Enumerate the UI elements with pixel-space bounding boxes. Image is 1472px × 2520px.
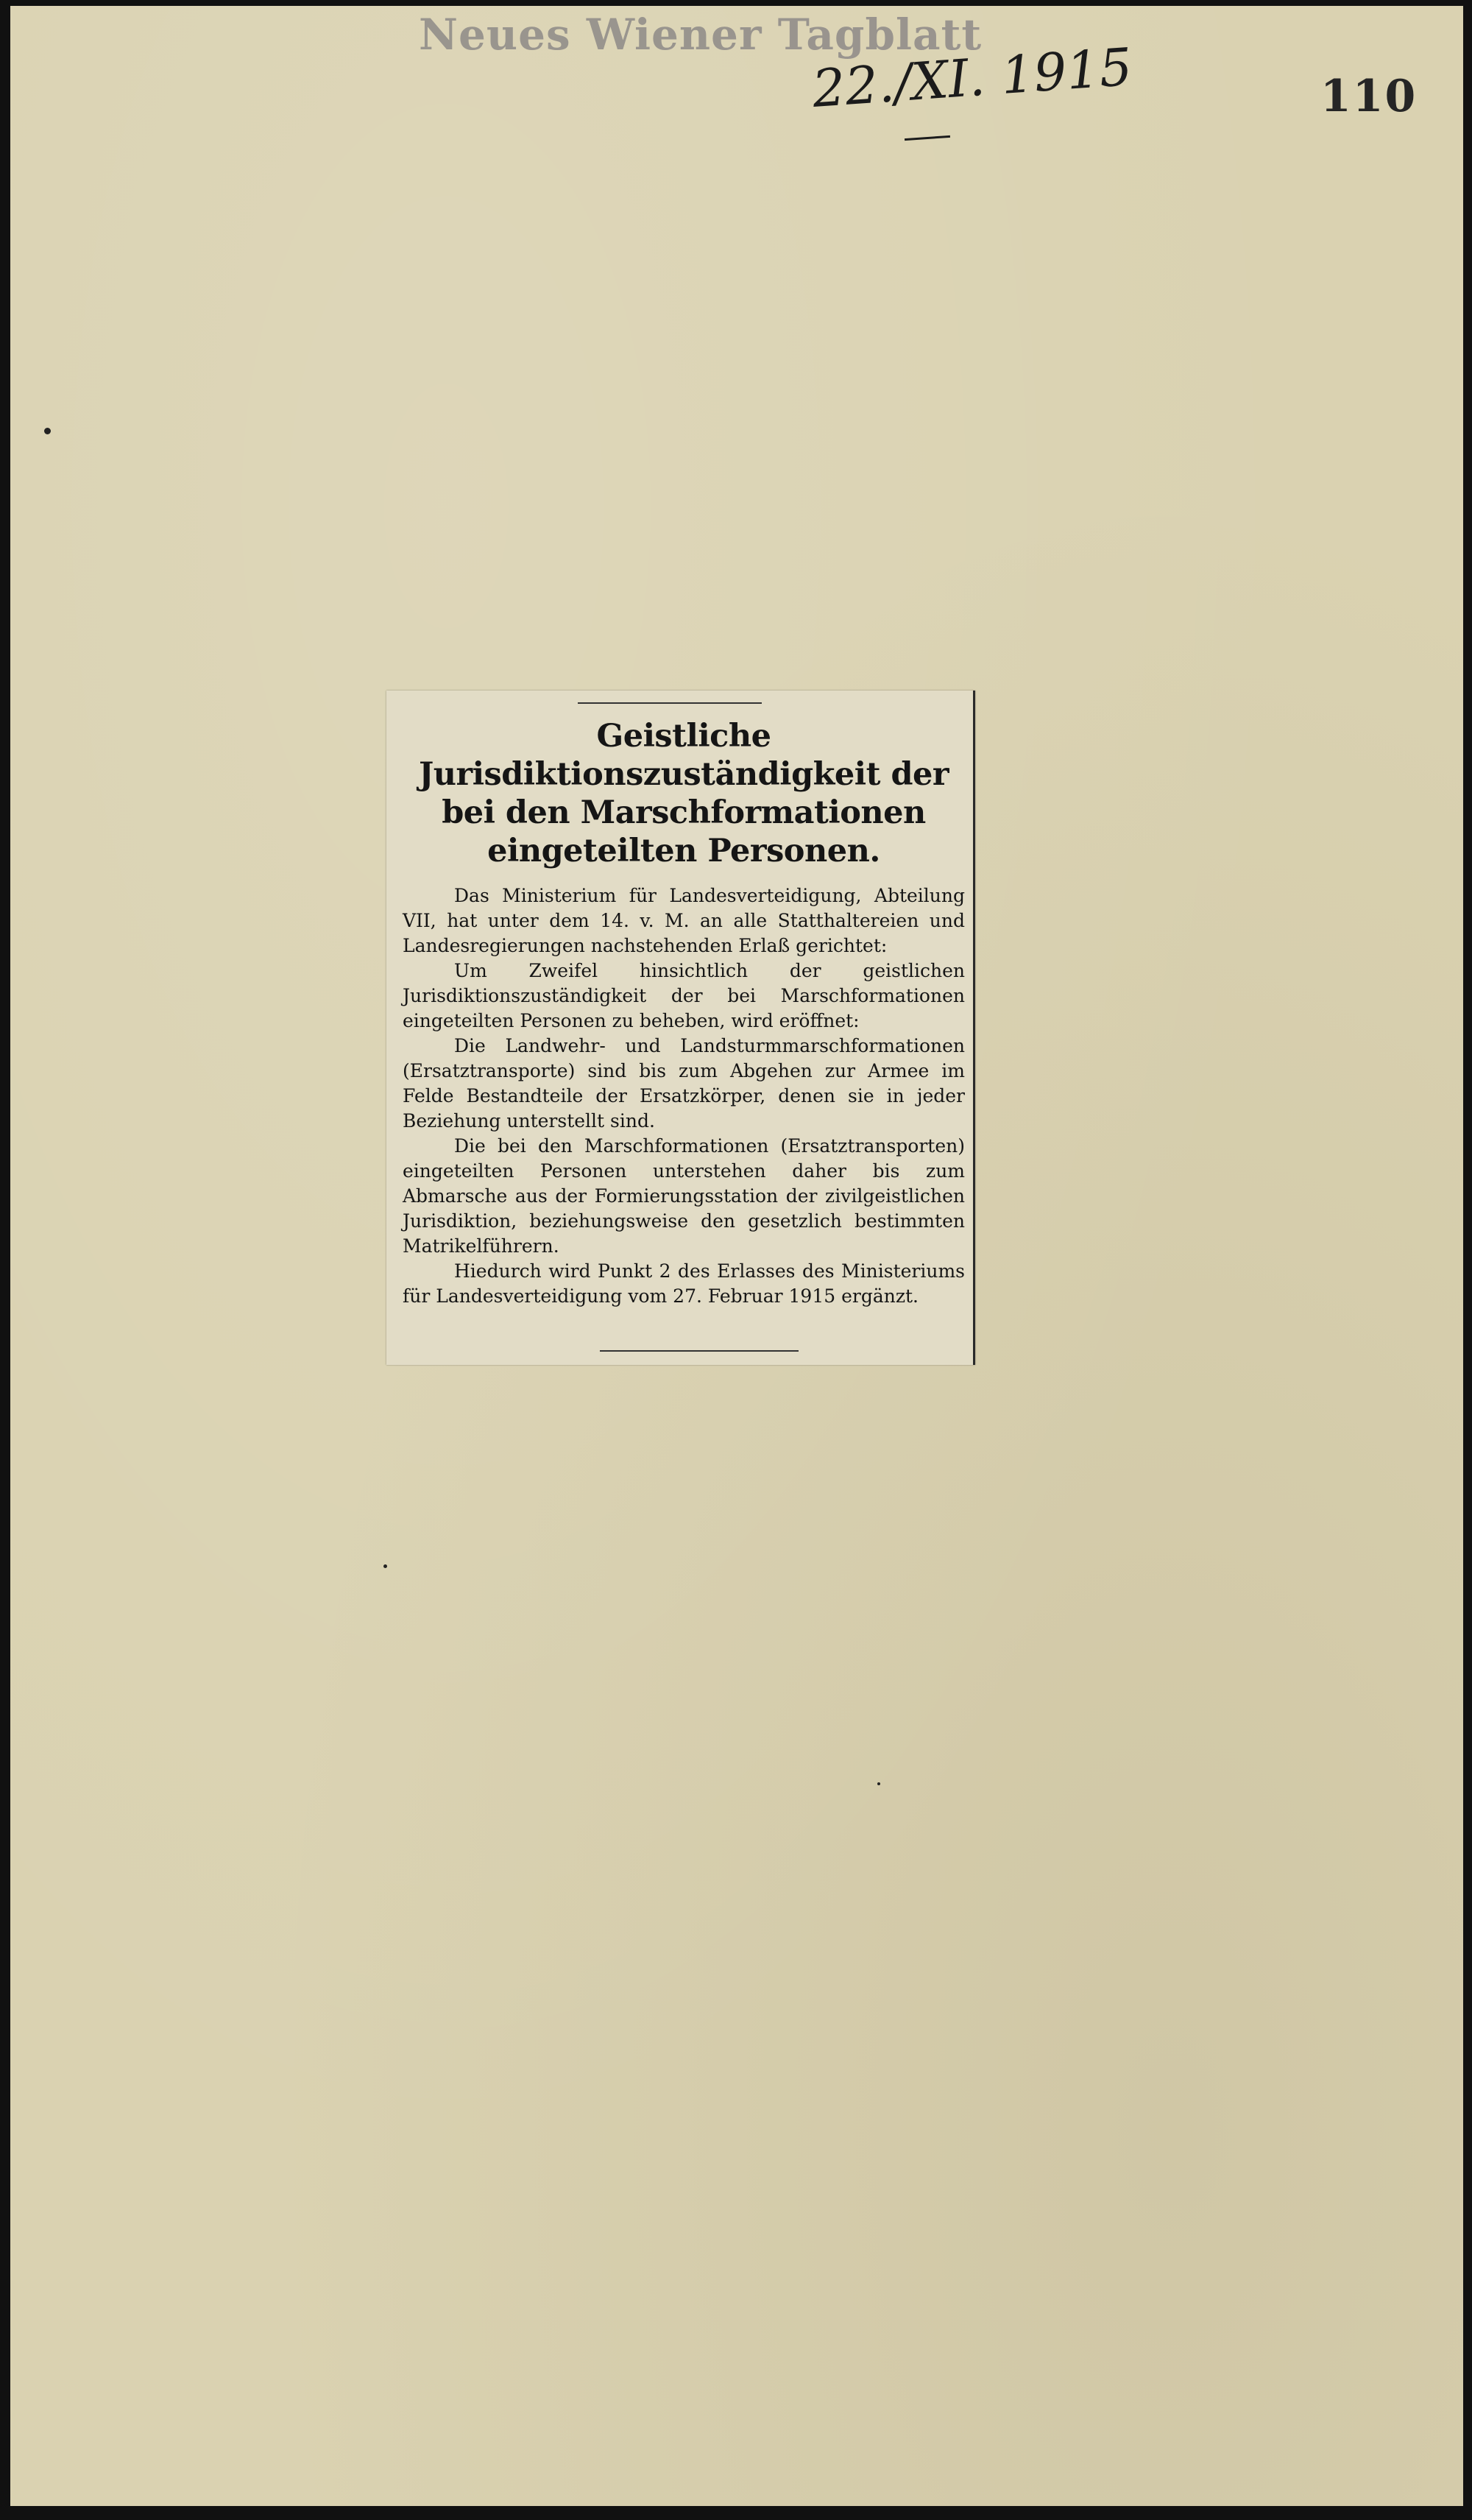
paper-speck	[44, 428, 51, 434]
newspaper-clipping	[386, 691, 975, 1365]
clipping-paragraph: Die Landwehr- und Landsturmmarschformationen (Ersatztransporte) sind bis zum Abgehen zur Armee im Felde Bestandteile der Ersatzkörper, denen sie in jeder Beziehung unterstellt sind.	[403, 1035, 965, 1132]
paper-speck	[383, 1564, 387, 1568]
clipping-paragraph: Hiedurch wird Punkt 2 des Erlasses des Ministeriums für Landesverteidigung vom 27. Februar 1915 ergänzt.	[403, 1260, 965, 1307]
clipping-paragraph: Die bei den Marschformationen (Ersatztransporten) eingeteilten Personen unterstehen daher bis zum Abmarsche aus der Formierungsstation der zivilgeistlichen Jurisdiktion, beziehungsweise den gesetzlich bestimmten Matrikelführern.	[403, 1135, 965, 1257]
clipping-paragraph: Das Ministerium für Landesverteidigung, Abteilung VII, hat unter dem 14. v. M. an alle Statthaltereien und Landesregierungen nachstehenden Erlaß gerichtet:	[403, 885, 965, 956]
handwritten-date: 22./XI. 1915	[810, 36, 1134, 119]
clipping-bottom-rule	[600, 1350, 799, 1352]
newspaper-stamp: Neues Wiener Tagblatt	[419, 10, 983, 60]
date-underline	[905, 135, 950, 141]
paper-speck	[877, 1782, 880, 1785]
clipping-paragraph: Um Zweifel hinsichtlich der geistlichen Jurisdiktionszuständigkeit der bei Marschformationen eingeteilten Personen zu beheben, wird eröffnet:	[403, 960, 965, 1031]
archive-sheet	[10, 6, 1463, 2506]
page-number: 110	[1320, 71, 1418, 122]
clipping-headline: Geistliche Jurisdiktionszuständigkeit der bei den Marschformationen eingeteilten Personen.	[418, 718, 949, 869]
clipping-top-rule	[578, 702, 762, 704]
